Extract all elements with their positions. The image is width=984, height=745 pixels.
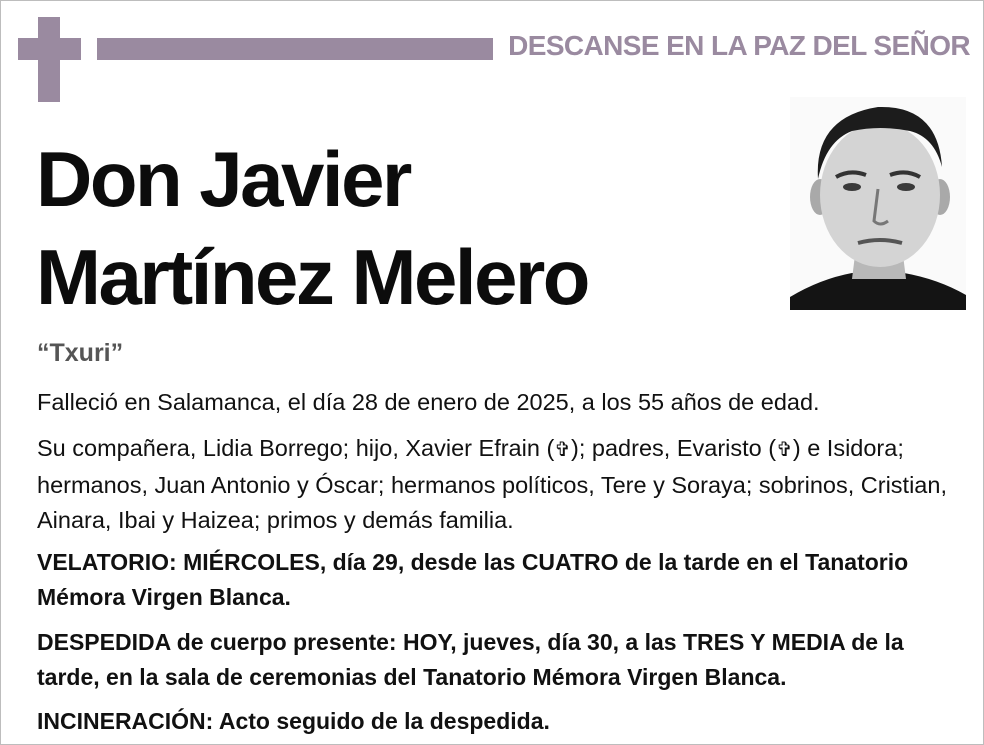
death-notice: Falleció en Salamanca, el día 28 de enero de 2025, a los 55 años de edad. [37, 389, 820, 415]
deceased-name [36, 130, 588, 326]
name-line-2: Martínez Melero [36, 233, 588, 321]
name-line-1: Don Javier [36, 135, 410, 223]
wake-info: VELATORIO: MIÉRCOLES, día 29, desde las CUATRO de la tarde en el Tanatorio Mémora Virgen Blanca. [37, 549, 909, 610]
header-bar [97, 38, 493, 60]
latin-cross-icon: ✞ [554, 439, 572, 461]
family-text-2: ); padres, Evaristo ( [571, 435, 777, 461]
farewell-info: DESPEDIDA de cuerpo presente: HOY, jueves, día 30, a las TRES Y MEDIA de la tarde, en la sala de ceremonias del Tanatorio Mémora Virgen Blanca. [37, 629, 904, 690]
cross-icon-horizontal [18, 38, 81, 60]
family-text-3: ) e Isidora; hermanos, Juan Antonio y Óscar; hermanos políticos, Tere y Soraya; sobrinos, Cristian, Ainara, Ibai y Haizea; primos y demás familia. [37, 435, 947, 533]
portrait-photo [790, 97, 966, 310]
latin-cross-icon: ✞ [776, 439, 793, 461]
family-list [37, 431, 967, 538]
cremation-info: INCINERACIÓN: Acto seguido de la despedida. [37, 708, 550, 734]
nickname: “Txuri” [37, 339, 124, 367]
family-text-1: Su compañera, Lidia Borrego; hijo, Xavier Efrain ( [37, 435, 555, 461]
header-banner-text: DESCANSE EN LA PAZ DEL SEÑOR [508, 30, 970, 61]
